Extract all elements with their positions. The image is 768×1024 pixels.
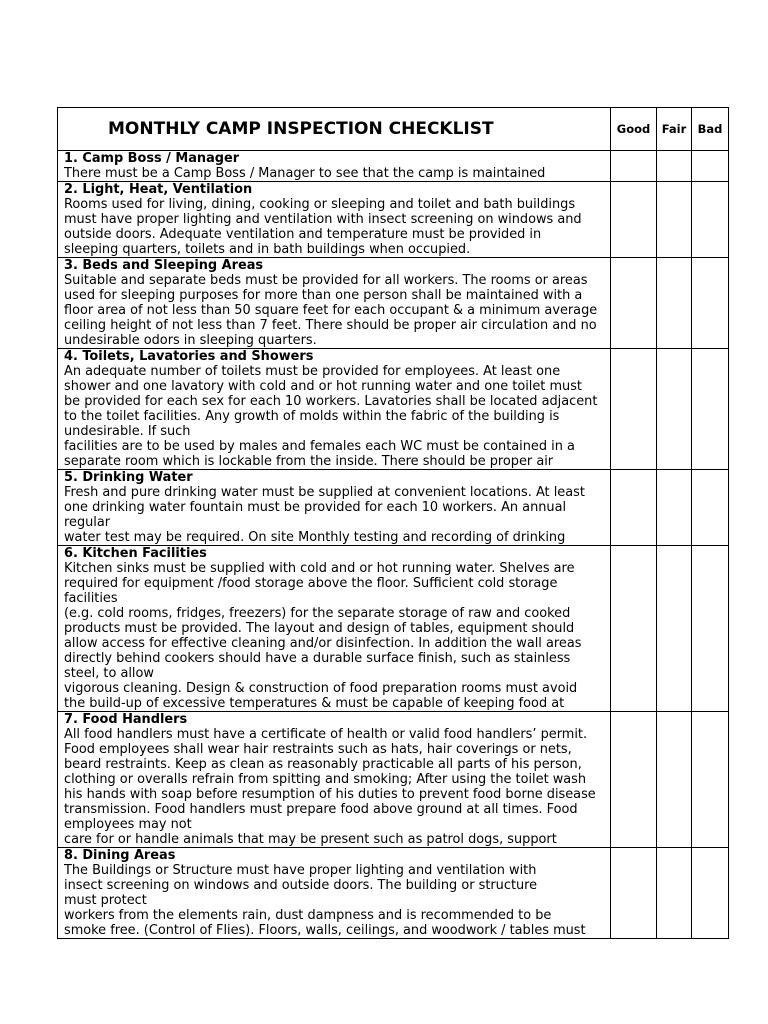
rating-cell-good[interactable] (611, 848, 657, 939)
checklist-row (58, 470, 729, 546)
item-cell (58, 182, 611, 258)
item-cell (58, 258, 611, 349)
rating-header-bad: Bad (692, 108, 729, 151)
item-title: 3. Beds and Sleeping Areas (64, 258, 264, 273)
item-description: Rooms used for living, dining, cooking or sleeping and toilet and bath buildings must have proper lighting and ventilation with insect screening on windows and outside doors. Adequate ventilation and temperature must be provided in sleeping quarters, toilets and in bath buildings when occupied. (64, 197, 582, 257)
checklist-body (58, 108, 729, 939)
rating-header-fair: Fair (657, 108, 692, 151)
page-title: MONTHLY CAMP INSPECTION CHECKLIST (108, 119, 494, 139)
rating-cell-bad[interactable] (692, 151, 729, 182)
item-cell (58, 151, 611, 182)
rating-cell-bad[interactable] (692, 470, 729, 546)
rating-cell-fair[interactable] (657, 470, 692, 546)
rating-cell-good[interactable] (611, 258, 657, 349)
rating-header-good: Good (611, 108, 657, 151)
item-title: 7. Food Handlers (64, 712, 188, 727)
item-title: 2. Light, Heat, Ventilation (64, 182, 253, 197)
rating-cell-good[interactable] (611, 546, 657, 712)
item-description: Fresh and pure drinking water must be supplied at convenient locations. At least one drinking water fountain must be provided for each 10 workers. An annual regular water test may be required. On site Monthly testing and recording of drinking (64, 485, 585, 545)
item-description: There must be a Camp Boss / Manager to see that the camp is maintained (64, 166, 546, 181)
checklist-row (58, 848, 729, 939)
item-cell (58, 349, 611, 470)
item-description: All food handlers must have a certificate of health or valid food handlers’ permit. Food employees shall wear hair restraints such as hats, hair coverings or nets, beard restraints. Keep as clean as reasonably practicable all parts of his person, clothing or overalls refrain from spitting and smoking; After using the toilet wash his hands with soap before resumption of his duties to prevent food borne disease transmission. Food handlers must prepare food above ground at all times. Food employees may not care for or handle animals that may be present such as patrol dogs, support (64, 727, 596, 847)
item-description: The Buildings or Structure must have proper lighting and ventilation with insect screening on windows and outside doors. The building or structure must protect workers from the elements rain, dust dampness and is recommended to be smoke free. (Control of Flies). Floors, walls, ceilings, and woodwork / tables must (64, 863, 586, 938)
rating-cell-fair[interactable] (657, 151, 692, 182)
item-title: 1. Camp Boss / Manager (64, 151, 240, 166)
title-cell (58, 108, 611, 151)
rating-cell-fair[interactable] (657, 182, 692, 258)
item-cell (58, 848, 611, 939)
checklist-row (58, 349, 729, 470)
checklist-row (58, 712, 729, 848)
checklist-row (58, 258, 729, 349)
item-description: Kitchen sinks must be supplied with cold and or hot running water. Shelves are required for equipment /food storage above the floor. Sufficient cold storage facilities (e.g. cold rooms, fridges, freezers) for the separate storage of raw and cooked products must be provided. The layout and design of tables, equipment should allow access for effective cleaning and/or disinfection. In addition the wall areas directly behind cookers should have a durable surface finish, such as stainless steel, to allow vigorous cleaning. Design & construction of food preparation rooms must avoid the build-up of excessive temperatures & must be capable of keeping food at (64, 561, 582, 711)
checklist-row (58, 546, 729, 712)
item-title: 4. Toilets, Lavatories and Showers (64, 349, 314, 364)
rating-cell-good[interactable] (611, 470, 657, 546)
rating-cell-bad[interactable] (692, 182, 729, 258)
rating-cell-good[interactable] (611, 151, 657, 182)
rating-cell-bad[interactable] (692, 712, 729, 848)
rating-cell-fair[interactable] (657, 546, 692, 712)
rating-cell-fair[interactable] (657, 712, 692, 848)
rating-cell-bad[interactable] (692, 848, 729, 939)
item-cell (58, 546, 611, 712)
item-description: An adequate number of toilets must be provided for employees. At least one shower and one lavatory with cold and or hot running water and one toilet must be provided for each sex for each 10 workers. Lavatories shall be located adjacent to the toilet facilities. Any growth of molds within the fabric of the building is undesirable. If such facilities are to be used by males and females each WC must be contained in a separate room which is lockable from the inside. There should be proper air (64, 364, 598, 469)
checklist-row (58, 151, 729, 182)
item-title: 6. Kitchen Facilities (64, 546, 207, 561)
rating-cell-good[interactable] (611, 712, 657, 848)
rating-cell-bad[interactable] (692, 546, 729, 712)
rating-cell-good[interactable] (611, 182, 657, 258)
item-cell (58, 712, 611, 848)
rating-cell-fair[interactable] (657, 258, 692, 349)
item-cell (58, 470, 611, 546)
rating-cell-fair[interactable] (657, 349, 692, 470)
rating-cell-bad[interactable] (692, 258, 729, 349)
item-title: 8. Dining Areas (64, 848, 176, 863)
rating-cell-good[interactable] (611, 349, 657, 470)
rating-cell-fair[interactable] (657, 848, 692, 939)
checklist-row (58, 182, 729, 258)
item-description: Suitable and separate beds must be provided for all workers. The rooms or areas used for sleeping purposes for more than one person shall be maintained with a floor area of not less than 50 square feet for each occupant & a minimum average ceiling height of not less than 7 feet. There should be proper air circulation and no undesirable odors in sleeping quarters. (64, 273, 598, 348)
item-title: 5. Drinking Water (64, 470, 193, 485)
inspection-checklist-table (57, 107, 729, 939)
rating-cell-bad[interactable] (692, 349, 729, 470)
header-row (58, 108, 729, 151)
